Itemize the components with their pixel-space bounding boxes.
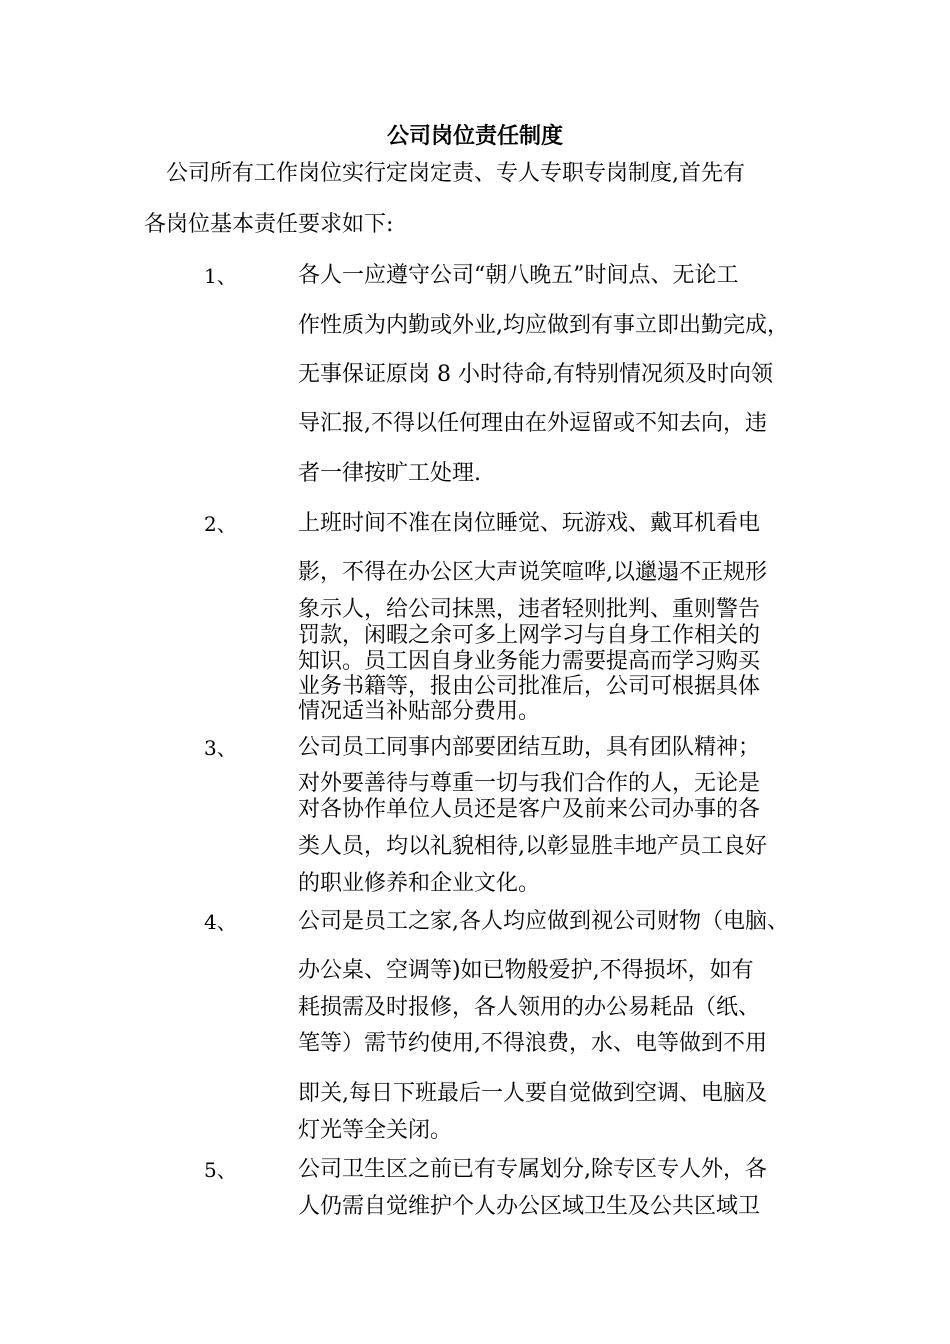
item-4-line-2: 办公桌、空调等)如已物般爱护,不得损坏，如有 — [298, 958, 754, 983]
item-3-line-5: 的职业修养和企业文化。 — [298, 871, 541, 896]
item-2-line-1: 上班时间不准在岗位睡觉、玩游戏、戴耳机看电 — [298, 511, 761, 536]
item-3-number: 3、 — [204, 736, 237, 760]
intro-line-2: 各岗位基本责任要求如下: — [144, 212, 394, 237]
item-3-line-4: 类人员，均以礼貌相待,以彰显胜丰地产员工良好 — [298, 834, 767, 859]
document-title: 公司岗位责任制度 — [386, 123, 563, 149]
item-2-line-6: 业务书籍等，报由公司批准后，公司可根据具体 — [298, 674, 761, 699]
item-4-line-5: 即关,每日下班最后一人要自觉做到空调、电脑及 — [298, 1081, 767, 1106]
item-4-line-1: 公司是员工之家,各人均应做到视公司财物（电脑、 — [298, 909, 789, 934]
item-5-line-1: 公司卫生区之前已有专属划分,除专区专人外，各 — [298, 1157, 767, 1182]
item-1-line-4: 导汇报,不得以任何理由在外逗留或不知去向，违 — [298, 411, 767, 436]
item-2-line-3: 象示人，给公司抹黑，违者轻则批判、重则警告 — [298, 597, 761, 622]
item-5-number: 5、 — [204, 1158, 237, 1182]
item-1-number: 1、 — [204, 264, 237, 288]
item-1-line-5: 者一律按旷工处理. — [298, 461, 481, 486]
item-3-line-1: 公司员工同事内部要团结互助，具有团队精神； — [298, 735, 761, 760]
item-5-line-2: 人仍需自觉维护个人办公区域卫生及公共区域卫 — [298, 1194, 761, 1219]
item-2-line-5: 知识。员工因自身业务能力需要提高而学习购买 — [298, 649, 761, 674]
item-3-line-2: 对外要善待与尊重一切与我们合作的人，无论是 — [298, 771, 761, 796]
item-2-line-4: 罚款，闲暇之余可多上网学习与自身工作相关的 — [298, 623, 761, 648]
item-4-line-6: 灯光等全关闭。 — [298, 1118, 453, 1143]
item-4-line-3: 耗损需及时报修，各人领用的办公易耗品（纸、 — [298, 995, 761, 1020]
item-4-number: 4、 — [204, 910, 237, 934]
intro-line-1: 公司所有工作岗位实行定岗定责、专人专职专岗制度,首先有 — [166, 161, 745, 186]
item-4-line-4: 笔等）需节约使用,不得浪费，水、电等做到不用 — [298, 1031, 767, 1056]
item-1-line-1: 各人一应遵守公司“朝八晚五”时间点、无论工 — [298, 263, 739, 288]
item-1-line-3: 无事保证原岗 8 小时待命,有特别情况须及时向领 — [298, 362, 773, 387]
item-2-line-2: 影，不得在办公区大声说笑喧哗,以邋遢不正规形 — [298, 560, 767, 585]
item-3-line-3: 对各协作单位人员还是客户及前来公司办事的各 — [298, 797, 761, 822]
item-2-line-7: 情况适当补贴部分费用。 — [298, 699, 541, 724]
item-2-number: 2、 — [204, 512, 237, 536]
item-1-line-2: 作性质为内勤或外业,均应做到有事立即出勤完成， — [298, 313, 789, 338]
